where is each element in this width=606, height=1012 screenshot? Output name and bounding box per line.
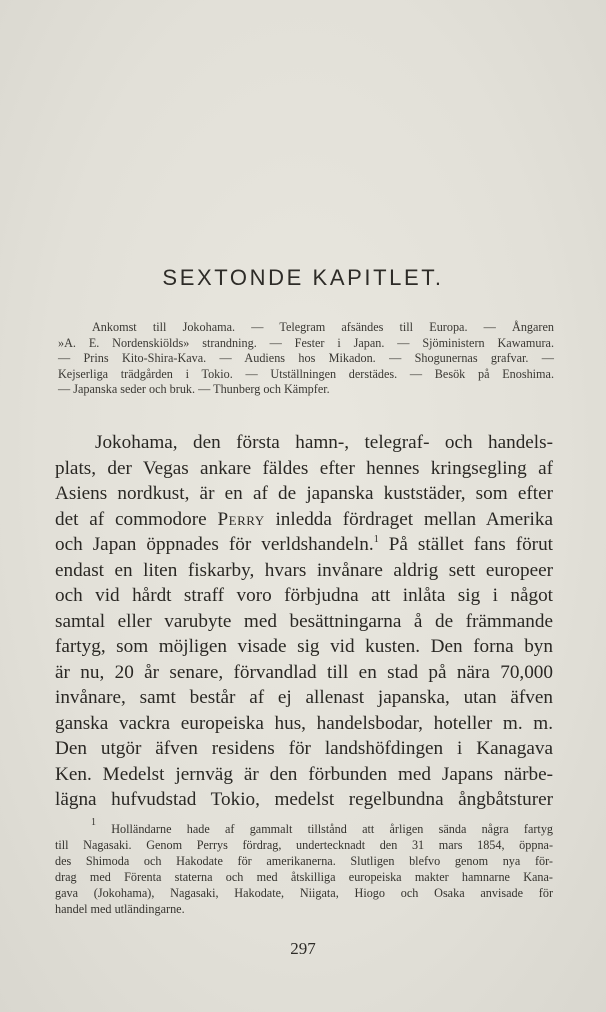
name-perry: Perry [217, 508, 265, 530]
body-line: fartyg, som möjligen visade sig vid kusten. Den forna byn [55, 636, 553, 657]
chapter-summary [58, 320, 554, 398]
body-line: ganska vackra europeiska hus, handelsbodar, hoteller m. m. [55, 712, 553, 734]
body-line: är nu, 20 år senare, förvandlad till en stad på nära 70,000 [55, 661, 553, 683]
summary-line: — Prins Kito-Shira-Kava. — Audiens hos Mikadon. — Shogunernas grafvar. — [58, 351, 554, 366]
body-line: Asiens nordkust, är en af de japanska kuststäder, som efter [55, 483, 553, 504]
body-line [55, 532, 553, 558]
footnote-line: drag med Förenta staterna och med åtskilliga europeiska makter hamnarne Kana- [55, 869, 553, 884]
footnote-reference: 1 [373, 534, 379, 545]
body-line: Ken. Medelst jernväg är den förbunden med Japans närbe- [55, 763, 553, 785]
body-paragraph [55, 430, 553, 813]
body-text-segment: På stället fans förut [388, 534, 553, 555]
body-line: samtal eller varubyte med besättningarna å de främmande [55, 610, 553, 632]
summary-line: Kejserliga trädgården i Tokio. — Utställningen derstädes. — Besök på Enoshima. [58, 366, 554, 381]
body-text-segment: det af commodore [55, 508, 207, 530]
footnote-text: Holländarne hade af gammalt tillstånd att årligen sända några fartyg [111, 822, 554, 836]
body-line: och vid hårdt straff voro förbjudna att inlåta sig i något [55, 585, 553, 606]
footnote-line: till Nagasaki. Genom Perrys fördrag, undertecknadt den 31 mars 1854, öppna- [55, 837, 553, 852]
body-text-segment: inledda fördraget mellan Amerika [275, 508, 553, 530]
footnote-line: gava (Jokohama), Nagasaki, Hakodate, Niigata, Hiogo och Osaka anvisade för [55, 885, 553, 900]
body-line: Den utgör äfven residens för landshöfdingen i Kanagava [55, 738, 553, 759]
body-line: lägna hufvudstad Tokio, medelst regelbundna ångbåtsturer [55, 789, 553, 810]
summary-line: Ankomst till Jokohama. — Telegram afsändes till Europa. — Ångaren [92, 320, 554, 334]
body-line: invånare, samt består af ej allenast japanska, utan äfven [55, 687, 553, 708]
page-number: 297 [290, 939, 316, 958]
footnote-line: des Shimoda och Hakodate för amerikanerna. Slutligen blefvo genom nya för- [55, 853, 553, 868]
summary-line: »A. E. Nordenskiölds» strandning. — Fester i Japan. — Sjöministern Kawamura. [58, 335, 554, 350]
body-line [55, 507, 553, 533]
chapter-title: SEXTONDE KAPITLET. [162, 265, 444, 290]
footnote-line [55, 817, 554, 838]
summary-line: — Japanska seder och bruk. — Thunberg och Kämpfer. [58, 382, 330, 397]
body-line: plats, der Vegas ankare fäldes efter hennes kringsegling af [55, 457, 553, 479]
body-line: endast en liten fiskarby, hvars invånare aldrig sett europeer [55, 559, 553, 581]
footnote [55, 817, 554, 917]
footnote-line: handel med utländingarne. [55, 901, 185, 916]
body-line: Jokohama, den första hamn-, telegraf- och handels- [95, 432, 553, 453]
body-text-segment: och Japan öppnades för verldshandeln. [55, 534, 374, 555]
footnote-marker: 1 [91, 817, 96, 828]
